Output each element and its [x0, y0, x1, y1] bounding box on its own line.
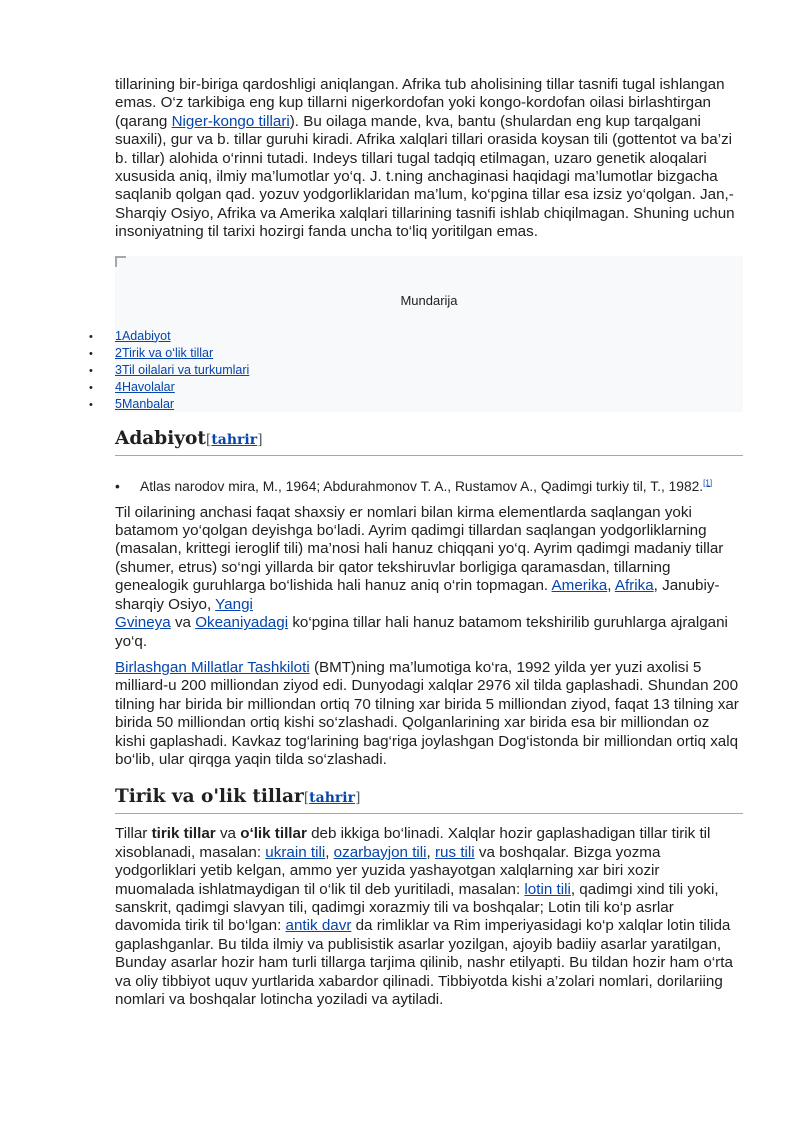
reference-item: • Atlas narodov mira, M., 1964; Abdurahmonov T. A., Rustamov A., Qadimgi turkiy til, T., 1982.[1]	[115, 478, 713, 494]
link-amerika[interactable]: Amerika	[551, 577, 608, 595]
edit-section-link: [tahrir]	[205, 431, 263, 448]
toc-item: • 2Tirik va o‘lik tillar	[89, 345, 214, 360]
toc-link-manbalar[interactable]: 5Manbalar	[115, 397, 175, 412]
toc-item: • 5Manbalar	[89, 397, 175, 412]
toc-title: Mundarija	[400, 292, 458, 308]
toc-item: • 3Til oilalari va turkumlari	[89, 363, 250, 378]
toc-item: • 1Adabiyot	[89, 328, 171, 343]
link-ozarbayjon-tili[interactable]: ozarbayjon tili	[333, 843, 427, 861]
toc-link-adabiyot[interactable]: 1Adabiyot	[115, 328, 171, 343]
paragraph: Birlashgan Millatlar Tashkiloti (BMT)ning ma’lumotiga ko‘ra, 1992 yilda yer yuzi axolisi 5 milliard-u 200 milliondan ziyod edi. Dunyodagi xalqlar 2976 xil tilda gaplashadi. Shundan 200 tilning har birida bir milliondan ortiq 70 tilning xar birida 5 milliondan ziyod, faqat 13 tilning xar birida 50 milliondan ortiq kishi so‘zlashadi. Qolganlarining xar birida esa bir milliondan oz kishi gaplashadi. Kavkaz tog‘larining bag‘riga joylashgan Dog‘istonda bir milliondan ortiq xalq bo‘lib, ular qirqga yaqin tilda so‘zlashadi.	[115, 658, 739, 768]
link-lotin-tili[interactable]: lotin tili	[524, 880, 571, 898]
section-heading-adabiyot: Adabiyot[tahrir]	[115, 427, 743, 456]
paragraph: Tillar tirik tillar va o‘lik tillar deb ikkiga bo‘linadi. Xalqlar hozir gaplashadigan tillar tirik til xisoblanadi, masalan: ukrain tili, ozarbayjon tili, rus tili va boshqalar. Bizga yozma yodgorliklari yetib kelgan, ammo yer yuzida yashayotgan xalqlarning xar biri xozir muomalada ishlatmaydigan til o‘lik til deb yuritiladi, masalan: lotin tili, qadimgi xind tili yoki, sanskrit, qadimgi slavyan tili, qadimgi xorazmiy tili va boshqalar; Lotin tili ko‘p asrlar davomida tirik til bo‘lgan: antik davr da rimliklar va Rim imperiyasidagi ko‘p xalqlar lotin tilida gaplashganlar. Bu tilda ilmiy va publisistik asarlar yozilgan, ajoyib badiiy asarlar yaratilgan, Bunday asarlar hozir ham turli tillarga tarjima qilinib, nashr etilyapti. Bu tildan hozir ham o‘rta va oliy tibbiyot uquv yurtlarida xabardor qilinadi. Tibbiyotda kishi a’zolari nomlari, dorilariing nomlari va boshqalar lotincha yoziladi va aytiladi.	[115, 825, 733, 1008]
link-afrika[interactable]: Afrika	[614, 577, 654, 595]
section-heading-tirik: Tirik va o'lik tillar[tahrir]	[115, 785, 743, 814]
paragraph: Til oilarining anchasi faqat shaxsiy er nomlari bilan kirma elementlarda saqlangan yoki batamom yo‘qolgan deyishga bo‘ladi. Ayrim qadimgi tillardan saqlangan yodgorliklarning (masalan, krittegi ieroglif tili) ma’nosi hali hanuz chiqqani yo‘q. Ayrim qadimgi madaniy tillar (shumer, etrus) so‘ngi yillarda bir qator tekshiruvlar borligiga qaramasdan, tillarning genealogik guruhlarga bo‘lishida hali hanuz aniq o‘rin topmagan. Amerika, Afrika, Janubiy-sharqiy Osiyo, Yangi Gvineya va Okeaniyadagi ko‘pgina tillar hali hanuz batamom tekshirilib guruhlarga ajralgani yo‘q.	[115, 503, 728, 650]
toc-item: • 4Havolalar	[89, 380, 175, 395]
toc-list	[89, 328, 249, 414]
toc-link-havolalar[interactable]: 4Havolalar	[115, 380, 175, 395]
toc-link-til-oilalari[interactable]: 3Til oilalari va turkumlari	[115, 363, 250, 378]
citation-link[interactable]: [1]	[703, 478, 713, 488]
link-ukrain-tili[interactable]: ukrain tili	[265, 843, 326, 861]
link-okeaniya[interactable]: Okeaniyadagi	[195, 614, 289, 632]
link-yangi-gvineya[interactable]: Yangi Gvineya	[115, 595, 253, 632]
reference-list	[115, 478, 743, 496]
intro-paragraph: tillarining bir-biriga qardoshligi aniqlangan. Afrika tub aholisining tillar tasnifi tugal ishlangan emas. O‘z tarkibiga eng kup tillarni nigerkordofan yoki kongo-kordofan oilasi birlashtirgan (qarang Niger-kongo tillari). Bu oilaga mande, kva, bantu (shulardan eng kup tarqalgani suaxili), gur va b. tillar guruhi kiradi. Afrika xalqlari tillari orasida koysan tili (gottentot va ba’zi b. tillar) alohida o‘rinni tutadi. Indeys tillari tugal tadqiq etilmagan, uzaro genetik aloqalari xususida aniq, ilmiy ma’lumotlar yo‘q. J. t.ning anchaginasi haqidagi ma’lumotlar bizgacha saqlanib qolgan qad. yozuv yodgorliklaridan ma’lum, ko‘pgina tillar esa izsiz yo‘qolgan. Jan,-Sharqiy Osiyo, Afrika va Amerika xalqlari tillarining tasnifi ishlab chiqilmagan. Shuning uchun insoniyatning til tarixi hozirgi fanda uncha to‘liq yoritilgan emas.	[115, 76, 735, 241]
toc-toggle-checkbox[interactable]	[115, 256, 126, 267]
toc-link-tirik[interactable]: 2Tirik va o‘lik tillar	[115, 345, 214, 360]
link-antik-davr[interactable]: antik davr	[285, 917, 352, 935]
article-body	[89, 76, 743, 1009]
link-bmt[interactable]: Birlashgan Millatlar Tashkiloti	[115, 658, 310, 676]
link-niger-kongo[interactable]: Niger-kongo tillari	[171, 112, 290, 130]
edit-section-link: [tahrir]	[303, 790, 361, 807]
link-rus-tili[interactable]: rus tili	[435, 843, 475, 861]
table-of-contents	[89, 256, 743, 412]
